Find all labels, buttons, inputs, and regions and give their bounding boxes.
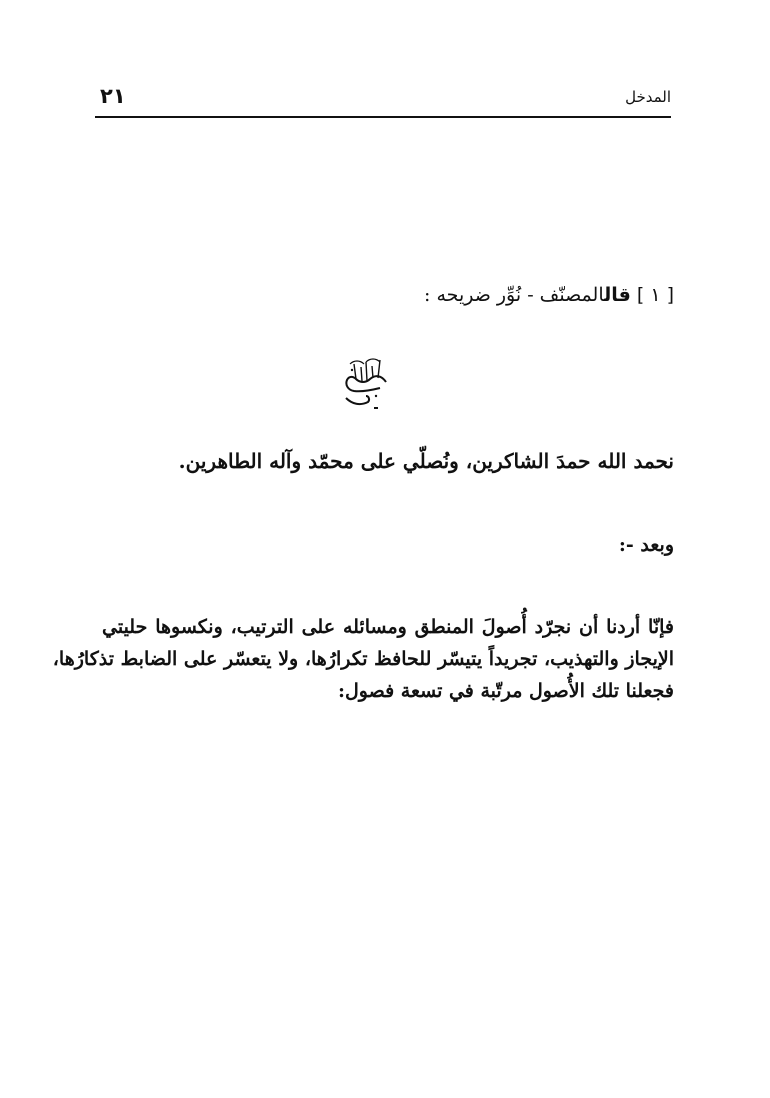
paragraph-line: الإيجاز والتهذيب، تجريداً يتيسّر للحافظ تكرارُها، ولا يتعسّر على الضابط تذكارُها، <box>52 648 674 670</box>
section-author: المصنّف - نُوِّر ضريحه : <box>424 284 605 306</box>
opening-praise: نحمد الله حمدَ الشاكرين، ونُصلّي على محمّد وآله الطاهرين. <box>178 449 674 473</box>
paragraph-line: فجعلنا تلك الأُصول مرتّبة في تسعة فصول: <box>337 680 674 702</box>
paragraph-line: فإنّا أردنا أن نجرّد أُصولَ المنطق ومسائله على الترتيب، ونكسوها حليتي <box>102 616 674 638</box>
running-title: المدخل <box>625 88 671 106</box>
basmala-svg <box>336 352 392 414</box>
page-number: ٢١ <box>100 84 126 108</box>
basmala-calligraphy-icon <box>336 352 392 414</box>
section-heading <box>274 284 674 306</box>
section-number: [ ١ ] <box>636 284 674 306</box>
header-rule <box>95 116 671 118</box>
page-header <box>95 84 671 114</box>
basmala-text <box>392 352 393 353</box>
main-paragraph <box>52 611 674 707</box>
transition-phrase: وبعد -: <box>618 534 674 556</box>
section-said: قال <box>604 284 631 306</box>
